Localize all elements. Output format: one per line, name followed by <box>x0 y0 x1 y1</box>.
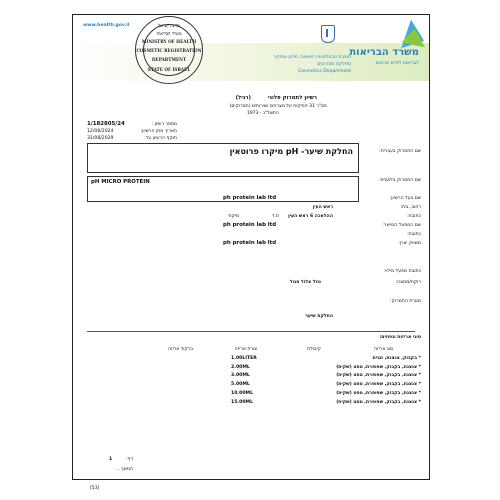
stamp-line: STATE OF ISRAEL <box>147 67 191 72</box>
ministry-tagline: לבריאות לחיים ארוכים <box>375 61 419 66</box>
pack-row-volume: 10.00ML <box>231 391 254 396</box>
stamp-line: משרד הבריאות <box>156 31 182 36</box>
pack-row-volume: 15.00ML <box>231 400 254 405</box>
law-line: פס"ר 31 הפיקוח על מצרכים ושירותים (תמרוקים) <box>229 104 327 109</box>
pack-row-type: * בקבוק, צנצנת, חבית <box>372 356 421 361</box>
issue-date-label: תאריך מתן הרשיון: <box>140 129 177 134</box>
purpose-label: מטרת התמרוק: <box>390 299 421 304</box>
pack-row-type: * צנצנת, בקבוק, שפופרת, טסט (שקית) <box>336 365 421 370</box>
document-code: [53] <box>90 486 100 491</box>
license-number-label: מספר רשיון : <box>151 122 177 127</box>
filler-address-label: כתובת מפעל מילוי: <box>383 269 421 274</box>
address-value: ההלאכה 6 ראש העין <box>288 214 333 219</box>
valid-until-label: תוקף הרשיון עד: <box>144 136 177 141</box>
street-value: ראש העין <box>312 205 333 210</box>
pack-row-volume: 2.00ML <box>231 365 250 370</box>
registration-stamp <box>135 16 203 84</box>
appearance-value: נוזל צלול סגול <box>289 280 321 285</box>
license-title: רשיון לתמרוק פלוני <box>268 95 317 101</box>
marketer-value: ph protein lab ltd <box>223 240 277 246</box>
product-name-en-label: שם התמרוק בלועזית: <box>378 178 421 183</box>
owner-value: ph protein lab ltd <box>223 195 277 201</box>
owner-label: שם בעל הרשיון: <box>389 196 421 201</box>
pack-row-volume: 1.00LITER <box>231 356 257 361</box>
division-line-3: Cosmetics Department <box>298 69 351 74</box>
packaging-section-title: סוגי אריזות ונפחים: <box>379 335 421 340</box>
law-year: התשל"ג - 1973 <box>246 111 279 116</box>
continued-note: המשך ... <box>115 467 133 472</box>
col-volume: קיבולת <box>307 347 321 352</box>
col-pack-type: סוג אריזה <box>374 347 393 352</box>
website-url[interactable]: www.health.gov.il <box>83 23 130 28</box>
issue-date-value: 12/08/2024 <box>87 129 114 134</box>
pack-row-volume: 5.00ML <box>231 382 250 387</box>
stamp-line: MINISTRY OF HEALTH <box>141 39 197 44</box>
pack-row-type: * צנצנת, בקבוק, שפופרת, טסט (שקית) <box>336 373 421 378</box>
marketer-label: משווק יצרן: <box>398 241 421 246</box>
stamp-line: מדינת ישראל <box>158 23 180 28</box>
col-shape: צורת אריזה <box>234 347 257 352</box>
ministry-name: משרד הבריאות <box>349 47 419 58</box>
division-line-2: מחלקת תמרוקים <box>317 62 351 67</box>
stamp-line: COSMETIC REGISTRATION <box>136 48 202 53</box>
valid-until-value: 31/08/2029 <box>87 136 114 141</box>
pobox-label: ת.ד <box>272 214 279 219</box>
manufacturer-value: ph protein lab ltd <box>223 222 277 228</box>
address-label: כתובת: <box>407 214 421 219</box>
packaging-divider <box>87 331 415 332</box>
col-barcode: ברקוד אריזה <box>167 347 193 352</box>
product-name-he-label: שם התמרוק בעברית: <box>379 149 421 154</box>
pack-row-type: * צנצנת, בקבוק, שפופרת, טסט (שקית) <box>336 391 421 396</box>
pack-row-type: * צנצנת, בקבוק, שפופרת, טסט (שקית) <box>336 382 421 387</box>
license-document <box>72 14 430 480</box>
manufacturer-label: שם המפעל המייצר: <box>382 223 421 228</box>
state-emblem-icon <box>321 25 335 43</box>
purpose-value: החלקת שיער <box>305 314 333 319</box>
license-title-kind: (רגיל) <box>235 95 251 101</box>
appearance-label: רוקח/ממונה: <box>395 280 421 285</box>
street-label: רחוב, בית: <box>400 205 421 210</box>
page-number-value: 1 <box>109 457 113 462</box>
page-number-label: דף: <box>126 457 133 462</box>
stamp-line: DEPARTMENT <box>151 57 187 62</box>
product-name-en: pH MICRO PROTEIN <box>91 179 150 185</box>
pack-row-volume: 3.00ML <box>231 373 250 378</box>
division-line-1: חטיבת טכנולוגיות רפואיות, מידע ומחקר <box>273 55 351 60</box>
zip-label: מיקוד <box>227 214 239 219</box>
manufacturer-address-label: כתובת: <box>407 232 421 237</box>
pack-row-type: * צנצנת, בקבוק, שפופרת, טסט (שקית) <box>336 400 421 405</box>
product-name-he: החלקת שיער- pH מיקרו פרוטאין <box>229 147 353 156</box>
license-number-value: 1/182805/24 <box>87 121 125 127</box>
